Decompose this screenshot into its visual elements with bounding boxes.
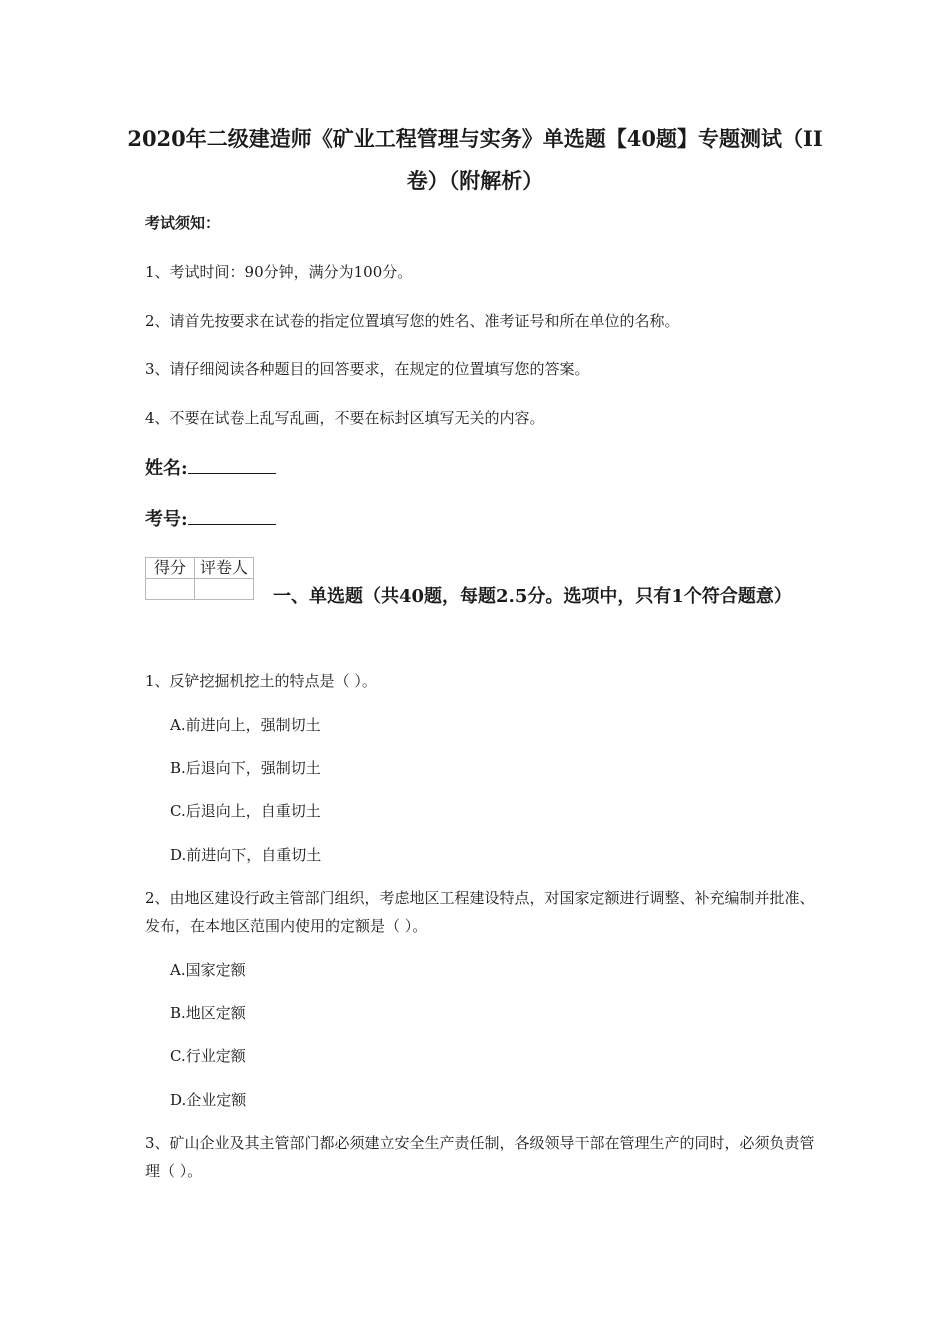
question-stem: 3、矿山企业及其主管部门都必须建立安全生产责任制，各级领导干部在管理生产的同时，必须负责管理（ ）。: [145, 1134, 815, 1180]
grader-header: 评卷人: [195, 558, 254, 579]
notice-item: 4、不要在试卷上乱写乱画，不要在标封区填写无关的内容。: [145, 409, 545, 427]
id-field: [145, 506, 815, 533]
notice-item: 1、考试时间：90分钟，满分为100分。: [145, 263, 413, 281]
section-title: 一、单选题（共40题，每题2.5分。选项中，只有1个符合题意）: [273, 586, 792, 607]
question-stem: 2、由地区建设行政主管部门组织，考虑地区工程建设特点，对国家定额进行调整、补充编制并批准、发布，在本地区范围内使用的定额是（ ）。: [145, 889, 815, 935]
question-stem: 1、反铲挖掘机挖土的特点是（ ）。: [145, 672, 377, 690]
name-blank[interactable]: [188, 455, 276, 474]
score-header: 得分: [146, 558, 195, 579]
notice-item: 3、请仔细阅读各种题目的回答要求，在规定的位置填写您的答案。: [145, 360, 590, 378]
id-label: 考号:: [145, 509, 188, 530]
question-option: A.国家定额: [170, 961, 246, 979]
question-option: A.前进向上，强制切土: [170, 716, 321, 734]
page-title: 2020年二级建造师《矿业工程管理与实务》单选题【40题】专题测试（II卷）（附解析）: [127, 126, 823, 193]
name-label: 姓名:: [145, 458, 188, 479]
notice-heading: 考试须知：: [145, 214, 221, 232]
question-option: B.地区定额: [170, 1004, 246, 1022]
question-option: D.企业定额: [170, 1091, 247, 1109]
question-option: B.后退向下，强制切土: [170, 759, 321, 777]
question-option: C.后退向上，自重切土: [170, 802, 321, 820]
question-option: D.前进向下，自重切土: [170, 846, 322, 864]
notice-item: 2、请首先按要求在试卷的指定位置填写您的姓名、准考证号和所在单位的名称。: [145, 312, 680, 330]
name-field: [145, 455, 815, 482]
id-blank[interactable]: [188, 506, 276, 525]
question-option: C.行业定额: [170, 1047, 246, 1065]
